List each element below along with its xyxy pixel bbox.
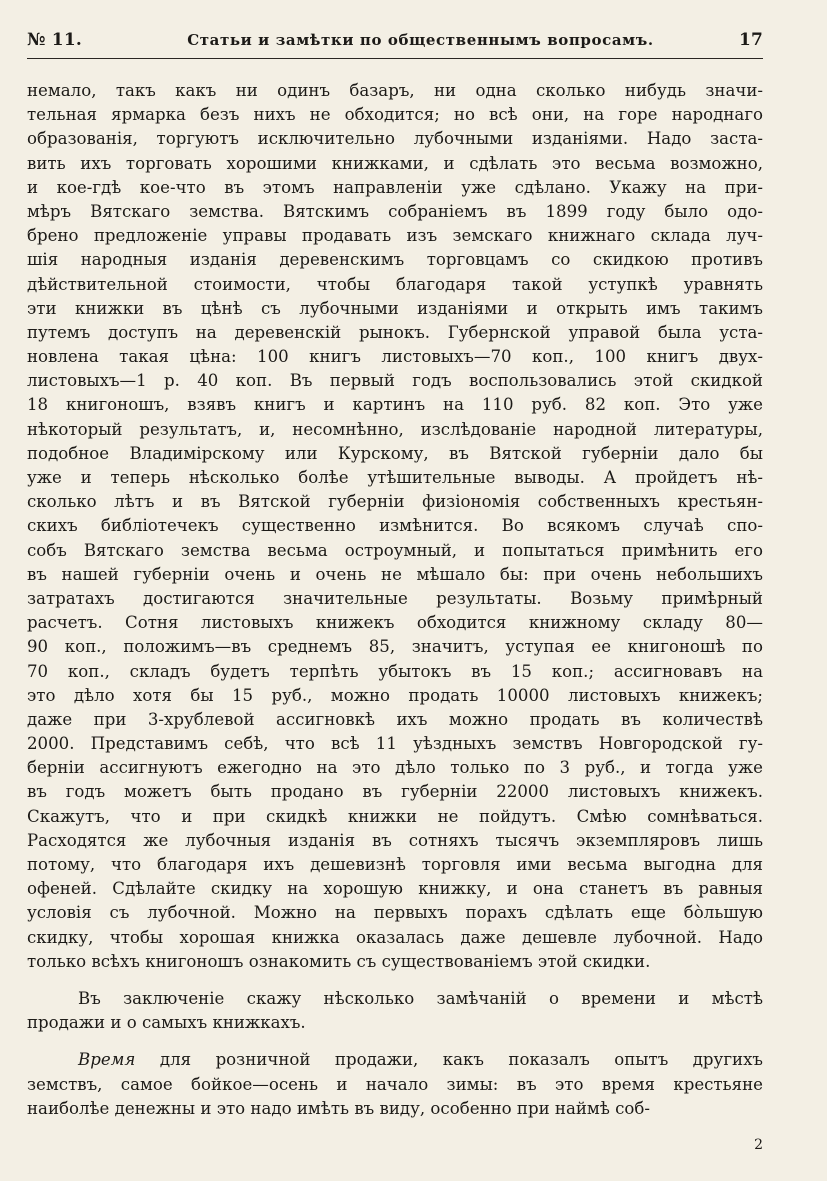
- text-line: офеней. Сдѣлайте скидку на хорошую книжку, и она станетъ въ равныя: [27, 879, 763, 899]
- text-line: условія съ лубочной. Можно на первыхъ порахъ сдѣлать еще бо̀льшую: [27, 903, 763, 923]
- text-line: 2000. Представимъ себѣ, что всѣ 11 уѣздныхъ земствъ Новгородской гу-: [27, 734, 763, 754]
- text-line: наиболѣе денежны и это надо имѣть въ виду, особенно при наймѣ соб-: [27, 1098, 651, 1118]
- text-line: вить ихъ торговать хорошими книжками, и сдѣлать это весьма возможно,: [27, 153, 763, 173]
- text-line: скихъ библіотечекъ существенно измѣнится. Во всякомъ случаѣ спо-: [27, 516, 763, 536]
- text-line: брено предложеніе управы продавать изъ земскаго книжнаго склада луч-: [27, 226, 763, 246]
- text-line: образованія, торгуютъ исключительно лубочными изданіями. Надо заста-: [27, 129, 763, 149]
- text-line: шія народныя изданія деревенскимъ торговцамъ со скидкою противъ: [27, 250, 763, 270]
- text-line: расчетъ. Сотня листовыхъ книжекъ обходится книжному складу 80—: [27, 613, 763, 633]
- text-line: Скажутъ, что и при скидкѣ книжки не пойдутъ. Смѣю сомнѣваться.: [27, 806, 763, 826]
- text-line: затратахъ достигаются значительные результаты. Возьму примѣрный: [27, 588, 763, 608]
- text-line: [27, 1048, 763, 1072]
- text-line: мѣръ Вятскаго земства. Вятскимъ собраніемъ въ 1899 году было одо-: [27, 201, 763, 221]
- text-line: это дѣло хотя бы 15 руб., можно продать 10000 листовыхъ книжекъ;: [27, 685, 763, 705]
- paragraph-gap: [27, 974, 763, 987]
- section-title: Статьи и замѣтки по общественнымъ вопросамъ.: [187, 31, 654, 49]
- text-line: земствъ, самое бойкое—осень и начало зимы: въ это время крестьяне: [27, 1074, 763, 1094]
- text-line: тельная ярмарка безъ нихъ не обходится; но всѣ они, на горе народнаго: [27, 105, 763, 125]
- text-line: путемъ доступъ на деревенскій рынокъ. Губернской управой была уста-: [27, 322, 763, 342]
- text-line: сколько лѣтъ и въ Вятской губерніи физіономія собственныхъ крестьян-: [27, 492, 763, 512]
- text-line: эти книжки въ цѣнѣ съ лубочными изданіями и открыть имъ такимъ: [27, 298, 763, 318]
- text-line: Въ заключеніе скажу нѣсколько замѣчаній о времени и мѣстѣ: [78, 988, 763, 1008]
- text-line: подобное Владимірскому или Курскому, въ Вятской губерніи дало бы: [27, 443, 763, 463]
- paragraph-gap: [27, 1035, 763, 1048]
- paragraph: [27, 79, 763, 974]
- text-line: новлена такая цѣна: 100 книгъ листовыхъ—70 коп., 100 книгъ двух-: [27, 347, 763, 367]
- article-body: [27, 79, 763, 1121]
- text-line: и кое-гдѣ кое-что въ этомъ направленіи уже сдѣлано. Укажу на при-: [27, 177, 763, 197]
- text-line: въ нашей губерніи очень и очень не мѣшало бы: при очень небольшихъ: [27, 564, 763, 584]
- paragraph: [27, 987, 763, 1035]
- text-line: 70 коп., складъ будетъ терпѣть убытокъ въ 15 коп.; ассигновавъ на: [27, 661, 763, 681]
- text-line: потому, что благодаря ихъ дешевизнѣ торговля ими весьма выгодна для: [27, 855, 763, 874]
- text-line: собъ Вятскаго земства весьма остроумный, и попытаться примѣнить его: [27, 540, 763, 560]
- header-rule: [27, 58, 763, 59]
- paragraph: [27, 1048, 763, 1121]
- text-line: даже при 3-хрублевой ассигновкѣ ихъ можно продать въ количествѣ: [27, 709, 763, 729]
- text-line: 18 книгоношъ, взявъ книгъ и картинъ на 110 руб. 82 коп. Это уже: [27, 395, 763, 415]
- text-line: немало, такъ какъ ни одинъ базаръ, ни одна сколько нибудь значи-: [27, 81, 763, 100]
- text-line: продажи и о самыхъ книжкахъ.: [27, 1013, 306, 1033]
- running-head: [27, 30, 763, 52]
- text-line: 90 коп., положимъ—въ среднемъ 85, значитъ, уступая ее книгоношѣ по: [27, 637, 763, 657]
- text-line: скидку, чтобы хорошая книжка оказалась даже дешевле лубочной. Надо: [27, 927, 763, 947]
- signature-mark: 2: [754, 1137, 763, 1153]
- text-line: Расходятся же лубочныя изданія въ сотняхъ тысячъ экземпляровъ лишь: [27, 830, 763, 850]
- line-text: для розничной продажи, какъ показалъ опытъ другихъ: [135, 1050, 763, 1070]
- text-line: только всѣхъ книгоношъ ознакомить съ существованіемъ этой скидки.: [27, 951, 651, 971]
- text-line: листовыхъ—1 р. 40 коп. Въ первый годъ воспользовались этой скидкой: [27, 371, 763, 391]
- page-number: 17: [738, 30, 763, 50]
- text-line: нѣкоторый результатъ, и, несомнѣнно, изслѣдованіе народной литературы,: [27, 419, 763, 439]
- issue-number: № 11.: [27, 30, 82, 50]
- text-line: уже и теперь нѣсколько болѣе утѣшительные выводы. А пройдетъ нѣ-: [27, 468, 763, 487]
- text-line: въ годъ можетъ быть продано въ губерніи 22000 листовыхъ книжекъ.: [27, 782, 763, 802]
- emphasized-word: Время: [78, 1050, 136, 1070]
- text-line: дѣйствительной стоимости, чтобы благодаря такой уступкѣ уравнять: [27, 274, 763, 294]
- text-line: берніи ассигнуютъ ежегодно на это дѣло только по 3 руб., и тогда уже: [27, 758, 763, 778]
